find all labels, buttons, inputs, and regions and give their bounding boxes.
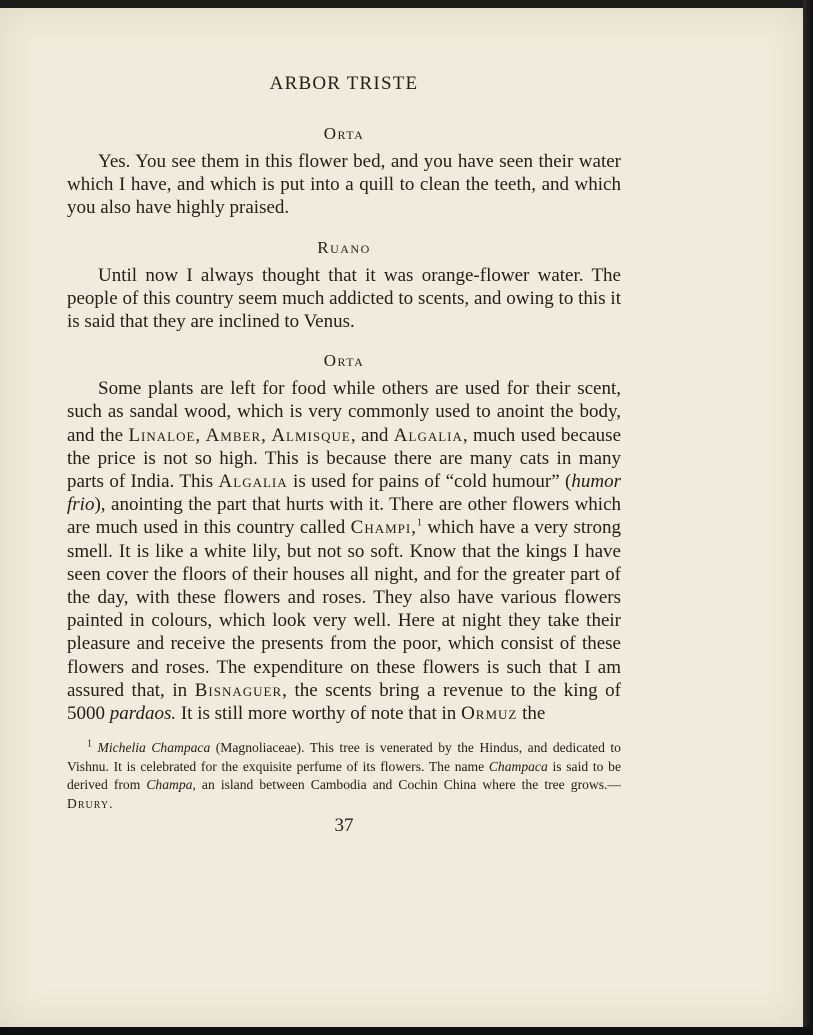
text-run: , the scents bring a revenue to the king of 5000 xyxy=(67,679,621,725)
footnote xyxy=(67,739,621,813)
term-pardaos: pardaos. xyxy=(109,703,177,725)
page-edge-bottom xyxy=(0,1027,813,1035)
term-almisque: Almisque xyxy=(271,424,351,446)
term-amber: Amber xyxy=(205,424,262,446)
running-head: ARBOR TRISTE xyxy=(269,73,419,94)
term-algalia: Algalia xyxy=(218,471,288,493)
footnote-term-champa: Champa xyxy=(146,777,193,793)
page-edge-right xyxy=(803,0,813,1035)
term-humor-frio: humor frio xyxy=(67,471,621,516)
text-run: the xyxy=(517,703,546,725)
footnote-species: Michelia Champaca xyxy=(97,740,211,756)
paragraph-orta-1: Yes. You see them in this flower bed, and you have seen their water which I have, and which is put into a quill to clean the teeth, and which you also have highly praised. xyxy=(67,151,621,219)
footnote-marker: 1 xyxy=(417,518,422,530)
text-run: ), anointing the part that hurts with it. There are other flowers which are much used in this country called xyxy=(67,494,621,539)
text-run: , much used because the price is not so high. This is because there are many cats in many parts of India. This xyxy=(67,424,622,493)
term-linaloe: Linaloe xyxy=(128,424,196,446)
term-algalia: Algalia xyxy=(393,424,463,446)
text-run: , xyxy=(195,424,206,446)
speaker-heading-orta-2: Orta xyxy=(323,351,365,371)
text-run: . xyxy=(109,796,113,812)
footnote-author-drury: Drury xyxy=(67,796,110,812)
term-ormuz: Ormuz xyxy=(461,703,518,725)
page-number: 37 xyxy=(334,814,354,836)
paragraph-ruano: Until now I always thought that it was orange-flower water. The people of this country seem much addicted to scents, and owing to this it is said that they are inclined to Venus. xyxy=(67,264,621,333)
text-run: is used for pains of “cold humour” ( xyxy=(287,471,572,493)
speaker-heading-orta: Orta xyxy=(323,124,365,143)
text-run: , and xyxy=(350,424,394,446)
term-bisnaguer: Bisnaguer xyxy=(194,679,283,701)
text-run: , an island between Cambodia and Cochin China where the tree grows.— xyxy=(192,777,621,793)
paragraph-orta-2 xyxy=(67,377,621,725)
footnote-number: 1 xyxy=(87,738,92,750)
term-champi: Champi, xyxy=(350,517,417,539)
page-content xyxy=(67,66,621,837)
footnote-term-champaca: Champaca xyxy=(488,758,548,774)
text-run: which have a very strong smell. It is like a white lily, but not so soft. Know that the kings I have seen cover the floors of their houses all night, and for the greater part of the day, with these flowers and roses. They also have various flowers painted in colours, which look very well. Here at night they take their pleasure and receive the presents from the poor, which consist of these flowers and roses. The expenditure on these flowers is such that I am assured that, in xyxy=(67,517,621,701)
text-run: (Magnoliaceae). This tree is venerated by the Hindus, and dedicated to Vishnu. It is celebrated for the exquisite perfume of its flowers. The name xyxy=(67,740,621,774)
speaker-heading-ruano: Ruano xyxy=(317,237,371,257)
text-run: Some plants are left for food while others are used for their scent, such as sandal wood, which is very commonly used to anoint the body, and the xyxy=(67,378,621,446)
text-run: is said to be derived from xyxy=(67,758,621,793)
text-run: , xyxy=(261,424,272,446)
text-run: It is still more worthy of note that in xyxy=(176,703,462,725)
